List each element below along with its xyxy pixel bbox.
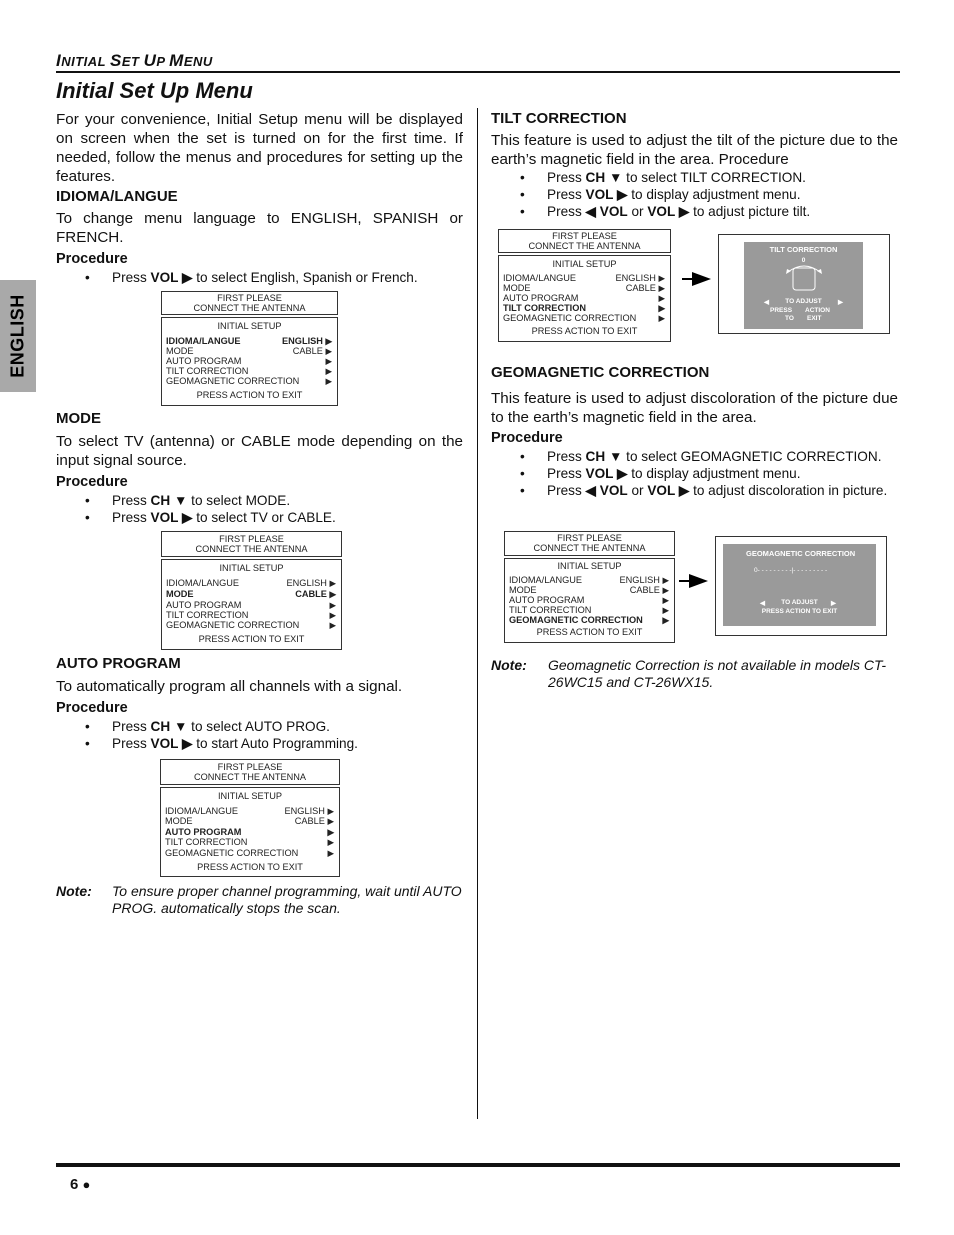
menu-title: INITIAL SETUP	[219, 563, 284, 573]
arrow-right-icon: ▶	[327, 837, 334, 847]
bullet-item	[520, 482, 898, 499]
bullet-text: Press	[112, 510, 151, 525]
menu-item-idioma	[503, 273, 665, 283]
menu-value: CABLE	[294, 816, 325, 826]
procedure-heading: Procedure	[56, 474, 128, 490]
menu-item-tilt	[166, 610, 336, 620]
idioma-text: To change menu language to ENGLISH, SPANISH or FRENCH.	[56, 210, 463, 246]
menu-value: CABLE	[292, 346, 323, 356]
arrow-right-icon: ▶	[658, 303, 665, 313]
connect-antenna-box	[161, 531, 342, 557]
auto-program-heading: AUTO PROGRAM	[56, 655, 181, 672]
connect-antenna-text: CONNECT THE ANTENNA	[194, 772, 306, 782]
bullet-dot: •	[520, 483, 525, 498]
bullet-text: to select GEOMAGNETIC CORRECTION.	[622, 449, 882, 464]
menu-value: ENGLISH	[284, 806, 325, 816]
arrow-right-icon: ▶	[329, 610, 336, 620]
geomagnetic-exit: PRESS ACTION TO EXIT	[761, 608, 838, 615]
menu-item-label: GEOMAGNETIC CORRECTION	[503, 313, 637, 323]
arrow-right-icon: ▶	[662, 585, 669, 595]
right-arrow-icon: ▶	[838, 299, 843, 306]
menu-item-idioma	[166, 578, 336, 588]
connect-antenna-text: CONNECT THE ANTENNA	[195, 544, 308, 554]
menu-item-tilt	[166, 366, 332, 376]
header-rule	[56, 71, 900, 73]
arrow-right-icon: ▶	[327, 848, 334, 858]
menu-item-idioma	[165, 806, 334, 816]
bullet-dot: •	[520, 466, 525, 481]
arrow-right-icon: ▶	[658, 293, 665, 303]
language-side-tab	[0, 280, 36, 392]
note-text: Geomagnetic Correction is not available in models CT-26WC15 and CT-26WX15.	[548, 657, 886, 690]
menu-item-geomagnetic	[166, 376, 332, 386]
tilt-to-adjust: TO ADJUST	[785, 298, 822, 305]
menu-item-auto-program	[503, 293, 665, 303]
menu-value: ENGLISH	[282, 336, 323, 346]
menu-item-label: IDIOMA/LANGUE	[509, 575, 583, 585]
tilt-text: This feature is used to adjust the tilt of the picture due to the earth’s magnetic field in the area. Procedure	[491, 132, 898, 168]
menu-exit-text: PRESS ACTION TO EXIT	[536, 627, 643, 637]
bullet-text: to start Auto Programming.	[192, 736, 358, 751]
arrow-right-icon: ▶	[325, 376, 332, 386]
running-head-part: U	[143, 51, 157, 70]
menu-item-label: IDIOMA/LANGUE	[503, 273, 577, 283]
footer-rule	[56, 1163, 900, 1167]
bullet-text: Press	[547, 204, 586, 219]
menu-item-label: AUTO PROGRAM	[166, 356, 242, 366]
menu-item-label: TILT CORRECTION	[166, 366, 249, 376]
page-number	[70, 1176, 90, 1193]
bullet-text: Press	[547, 170, 586, 185]
bullet-item	[520, 169, 806, 186]
arrow-right-icon	[679, 572, 709, 590]
menu-item-tilt	[509, 605, 669, 615]
running-head	[56, 51, 213, 71]
first-please-text: FIRST PLEASE	[217, 293, 282, 303]
connect-antenna-box	[160, 759, 340, 785]
tilt-rotation-icon	[784, 262, 824, 294]
menu-item-label: TILT CORRECTION	[166, 610, 249, 620]
tilt-heading: TILT CORRECTION	[491, 110, 627, 127]
arrow-right-icon: ▶	[662, 615, 669, 625]
procedure-heading: Procedure	[56, 700, 128, 716]
arrow-right-icon: ▶	[658, 313, 665, 323]
bullet-key: CH ▼	[585, 449, 623, 464]
bullet-text: Press	[547, 483, 586, 498]
bullet-item	[85, 509, 336, 526]
bullet-key: VOL ▶	[647, 204, 690, 219]
menu-exit-text: PRESS ACTION TO EXIT	[197, 862, 303, 872]
arrow-right-icon: ▶	[658, 283, 665, 293]
connect-antenna-box	[498, 229, 671, 253]
note-label: Note:	[491, 657, 527, 673]
bullet-key: CH ▼	[150, 493, 188, 508]
menu-item-label: AUTO PROGRAM	[509, 595, 585, 605]
menu-item-label: AUTO PROGRAM	[165, 827, 242, 837]
bullet-dot-icon: ●	[82, 1177, 91, 1192]
menu-item-label: MODE	[503, 283, 531, 293]
menu-item-tilt	[503, 303, 665, 313]
running-head-part: ET	[121, 54, 144, 69]
arrow-right-icon: ▶	[325, 336, 332, 346]
menu-item-label: MODE	[166, 589, 194, 599]
menu-item-tilt	[165, 837, 334, 847]
initial-setup-menu	[498, 255, 671, 342]
connect-antenna-text: CONNECT THE ANTENNA	[533, 543, 646, 553]
bullet-key: CH ▼	[585, 170, 623, 185]
menu-item-label: TILT CORRECTION	[509, 605, 592, 615]
initial-setup-menu	[161, 559, 342, 650]
menu-item-mode	[166, 589, 336, 599]
menu-item-label: GEOMAGNETIC CORRECTION	[509, 615, 643, 625]
arrow-right-icon: ▶	[329, 578, 336, 588]
geomagnetic-osd-title: GEOMAGNETIC CORRECTION	[746, 549, 856, 558]
bullet-key: VOL ▶	[585, 187, 628, 202]
intro-paragraph: For your convenience, Initial Setup menu will be displayed on screen when the set is turned on for the first time. If needed, follow the menus and procedures for setting up the features.	[56, 111, 463, 185]
first-please-text: FIRST PLEASE	[552, 231, 617, 241]
menu-item-label: IDIOMA/LANGUE	[166, 578, 240, 588]
bullet-dot: •	[520, 170, 525, 185]
bullet-dot: •	[85, 493, 90, 508]
running-head-part: S	[110, 51, 122, 70]
bullet-key: ◀ VOL	[585, 204, 628, 219]
running-head-part: M	[169, 51, 184, 70]
bullet-key: VOL ▶	[150, 736, 193, 751]
tilt-osd-title: TILT CORRECTION	[769, 245, 838, 254]
note-label: Note:	[56, 883, 92, 899]
arrow-right-icon: ▶	[329, 620, 336, 630]
connect-antenna-box	[504, 531, 675, 556]
initial-setup-menu	[504, 558, 675, 643]
arrow-right-icon: ▶	[325, 346, 332, 356]
menu-item-geomagnetic	[165, 848, 334, 858]
column-divider	[477, 108, 478, 1119]
bullet-text: Press	[112, 736, 151, 751]
geomagnetic-to-adjust: TO ADJUST	[781, 599, 818, 606]
bullet-text: Press	[112, 270, 151, 285]
bullet-text: to display adjustment menu.	[627, 466, 801, 481]
menu-item-auto-program	[165, 827, 334, 837]
menu-item-label: TILT CORRECTION	[503, 303, 587, 313]
bullet-item	[520, 186, 801, 203]
bullet-key: CH ▼	[150, 719, 188, 734]
menu-item-label: TILT CORRECTION	[165, 837, 248, 847]
geomagnetic-scale: 0- - - - - - - - -|- - - - - - - - -	[754, 567, 828, 574]
arrow-right-icon: ▶	[658, 273, 665, 283]
menu-item-label: IDIOMA/LANGUE	[166, 336, 241, 346]
connect-antenna-box	[161, 291, 338, 315]
tilt-press-label: PRESS	[770, 307, 793, 314]
right-arrow-icon: ▶	[831, 600, 836, 607]
left-arrow-icon: ◀	[764, 299, 769, 306]
procedure-heading: Procedure	[491, 430, 563, 446]
menu-value: ENGLISH	[286, 578, 327, 588]
bullet-key: VOL ▶	[585, 466, 628, 481]
running-head-part: ENU	[183, 54, 213, 69]
bullet-text: Press	[112, 719, 151, 734]
menu-item-label: MODE	[509, 585, 537, 595]
running-head-part: I	[56, 51, 62, 70]
tilt-zero-value: 0	[801, 257, 806, 264]
arrow-right-icon: ▶	[329, 600, 336, 610]
geomagnetic-osd-panel	[723, 544, 876, 626]
bullet-text: to select AUTO PROG.	[187, 719, 330, 734]
menu-value: ENGLISH	[619, 575, 660, 585]
menu-item-label: MODE	[165, 816, 193, 826]
bullet-dot: •	[520, 204, 525, 219]
mode-text: To select TV (antenna) or CABLE mode depending on the input signal source.	[56, 433, 463, 469]
bullet-item	[520, 465, 801, 482]
procedure-heading: Procedure	[56, 251, 128, 267]
menu-item-mode	[165, 816, 334, 826]
bullet-text: to adjust discoloration in picture.	[689, 483, 888, 498]
connect-antenna-text: CONNECT THE ANTENNA	[528, 241, 641, 251]
arrow-right-icon: ▶	[327, 806, 334, 816]
arrow-right-icon: ▶	[325, 356, 332, 366]
arrow-right-icon: ▶	[327, 816, 334, 826]
bullet-item	[520, 203, 811, 220]
menu-value: CABLE	[629, 585, 660, 595]
bullet-dot: •	[85, 510, 90, 525]
first-please-text: FIRST PLEASE	[557, 533, 622, 543]
mode-heading: MODE	[56, 410, 101, 427]
bullet-text: Press	[547, 449, 586, 464]
bullet-key: VOL ▶	[647, 483, 690, 498]
arrow-right-icon: ▶	[662, 575, 669, 585]
tilt-exit-label: EXIT	[807, 315, 822, 322]
page-title: Initial Set Up Menu	[56, 78, 253, 103]
bullet-dot: •	[85, 270, 90, 285]
bullet-item	[85, 492, 291, 509]
menu-value: CABLE	[295, 589, 327, 599]
bullet-item	[520, 448, 882, 465]
bullet-dot: •	[520, 187, 525, 202]
tilt-action-label: ACTION	[805, 307, 830, 314]
menu-title: INITIAL SETUP	[217, 321, 282, 331]
bullet-text: to adjust picture tilt.	[689, 204, 811, 219]
menu-title: INITIAL SETUP	[557, 561, 622, 571]
arrow-right-icon: ▶	[327, 827, 334, 837]
menu-exit-text: PRESS ACTION TO EXIT	[198, 634, 305, 644]
bullet-text: to select MODE.	[187, 493, 291, 508]
note-text: To ensure proper channel programming, wait until AUTO PROG. automatically stops the scan.	[112, 883, 462, 916]
left-arrow-icon: ◀	[760, 600, 765, 607]
bullet-item	[85, 718, 330, 735]
bullet-dot: •	[520, 449, 525, 464]
running-head-part: NITIAL	[61, 54, 110, 69]
menu-exit-text: PRESS ACTION TO EXIT	[196, 390, 303, 400]
auto-program-text: To automatically program all channels with a signal.	[56, 678, 403, 695]
bullet-text: to display adjustment menu.	[627, 187, 801, 202]
connect-antenna-text: CONNECT THE ANTENNA	[193, 303, 306, 313]
tilt-osd-panel	[744, 242, 863, 329]
menu-item-geomagnetic	[509, 615, 669, 625]
idioma-heading: IDIOMA/LANGUE	[56, 188, 178, 205]
bullet-text: or	[627, 483, 648, 498]
geomagnetic-heading: GEOMAGNETIC CORRECTION	[491, 364, 710, 381]
menu-exit-text: PRESS ACTION TO EXIT	[531, 326, 638, 336]
bullet-key: VOL ▶	[150, 270, 193, 285]
first-please-text: FIRST PLEASE	[217, 762, 283, 772]
running-head-part: P	[156, 54, 170, 69]
menu-item-geomagnetic	[166, 620, 336, 630]
side-tab-label: ENGLISH	[7, 294, 28, 378]
menu-item-label: GEOMAGNETIC CORRECTION	[166, 376, 300, 386]
menu-item-mode	[509, 585, 669, 595]
bullet-text: to select English, Spanish or French.	[192, 270, 418, 285]
menu-value: CABLE	[625, 283, 656, 293]
initial-setup-menu	[161, 317, 338, 406]
bullet-dot: •	[85, 736, 90, 751]
geomagnetic-correction-screen	[715, 536, 887, 636]
menu-item-auto-program	[166, 356, 332, 366]
menu-item-auto-program	[509, 595, 669, 605]
menu-value: ENGLISH	[615, 273, 656, 283]
menu-item-label: IDIOMA/LANGUE	[165, 806, 239, 816]
bullet-text: Press	[547, 466, 586, 481]
arrow-right-icon	[682, 270, 712, 288]
tilt-to-label: TO	[785, 315, 794, 322]
tilt-correction-screen	[718, 234, 890, 334]
menu-item-idioma	[166, 336, 332, 346]
bullet-text: to select TV or CABLE.	[192, 510, 336, 525]
arrow-right-icon: ▶	[662, 605, 669, 615]
menu-item-label: AUTO PROGRAM	[166, 600, 242, 610]
menu-title: INITIAL SETUP	[218, 791, 282, 801]
menu-item-label: GEOMAGNETIC CORRECTION	[166, 620, 300, 630]
first-please-text: FIRST PLEASE	[219, 534, 284, 544]
bullet-text: or	[627, 204, 648, 219]
menu-item-mode	[166, 346, 332, 356]
bullet-text: to select TILT CORRECTION.	[622, 170, 806, 185]
geomagnetic-text: This feature is used to adjust discoloration of the picture due to the earth’s magnetic field in the area.	[491, 390, 898, 426]
arrow-right-icon: ▶	[325, 366, 332, 376]
initial-setup-menu	[160, 787, 340, 877]
menu-item-geomagnetic	[503, 313, 665, 323]
arrow-right-icon: ▶	[329, 589, 336, 599]
menu-item-auto-program	[166, 600, 336, 610]
menu-item-label: MODE	[166, 346, 194, 356]
bullet-key: VOL ▶	[150, 510, 193, 525]
page-number-value: 6	[70, 1176, 79, 1193]
bullet-key: ◀ VOL	[585, 483, 628, 498]
menu-item-idioma	[509, 575, 669, 585]
bullet-item	[85, 735, 358, 752]
arrow-right-icon: ▶	[662, 595, 669, 605]
menu-item-label: GEOMAGNETIC CORRECTION	[165, 848, 299, 858]
menu-item-mode	[503, 283, 665, 293]
menu-title: INITIAL SETUP	[552, 259, 617, 269]
bullet-text: Press	[547, 187, 586, 202]
menu-item-label: AUTO PROGRAM	[503, 293, 579, 303]
bullet-text: Press	[112, 493, 151, 508]
bullet-item	[85, 269, 418, 286]
bullet-dot: •	[85, 719, 90, 734]
